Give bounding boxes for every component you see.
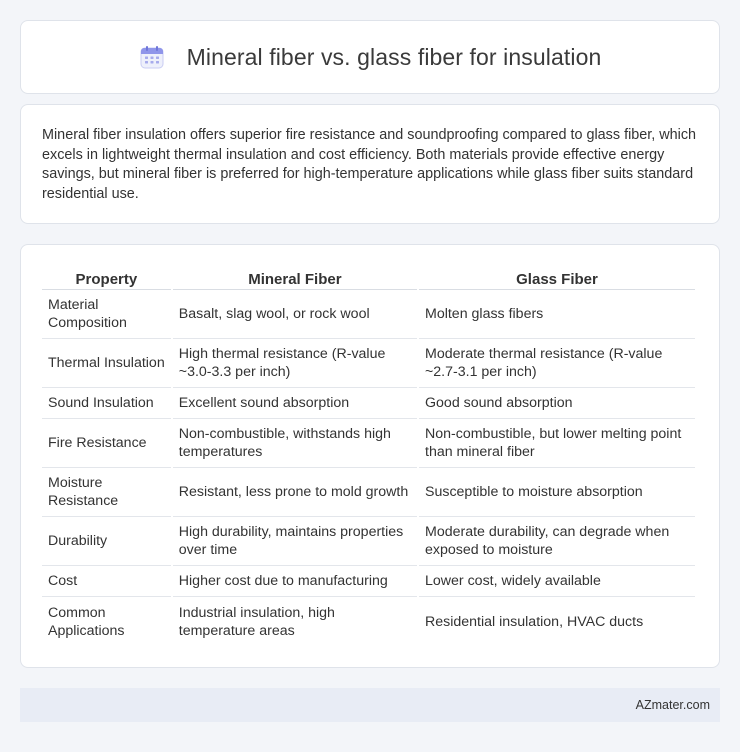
glass-fiber-cell: Lower cost, widely available <box>419 566 695 597</box>
table-row <box>42 290 695 339</box>
mineral-fiber-cell: Higher cost due to manufacturing <box>173 566 417 597</box>
summary-card <box>20 104 720 224</box>
property-cell: Material Composition <box>42 290 171 339</box>
property-cell: Moisture Resistance <box>42 468 171 517</box>
glass-fiber-cell: Residential insulation, HVAC ducts <box>425 613 644 630</box>
footer-site-name: AZmater.com <box>635 698 710 712</box>
table-row <box>42 419 695 468</box>
table-row <box>42 339 695 388</box>
table-row <box>42 468 695 517</box>
mineral-fiber-cell: Resistant, less prone to mold growth <box>173 468 417 517</box>
property-cell: Common Applications <box>48 604 125 639</box>
table-header-row <box>42 266 695 290</box>
mineral-fiber-cell: High thermal resistance (R-value ~3.0-3.3 per inch) <box>173 339 417 388</box>
table-row <box>42 597 695 646</box>
property-cell: Sound Insulation <box>42 388 171 419</box>
comparison-table <box>40 266 697 646</box>
property-cell: Thermal Insulation <box>42 339 171 388</box>
column-header-glass-fiber: Glass Fiber <box>419 266 695 290</box>
title-wrap <box>139 44 602 71</box>
mineral-fiber-cell: Non-combustible, withstands high temperatures <box>173 419 417 468</box>
mineral-fiber-cell: Industrial insulation, high temperature areas <box>178 604 335 639</box>
property-cell: Cost <box>42 566 171 597</box>
page-title: Mineral fiber vs. glass fiber for insulation <box>186 43 602 70</box>
glass-fiber-cell: Molten glass fibers <box>419 290 695 339</box>
property-cell: Fire Resistance <box>42 419 171 468</box>
mineral-fiber-cell: Basalt, slag wool, or rock wool <box>173 290 417 339</box>
glass-fiber-cell: Good sound absorption <box>419 388 695 419</box>
table-row <box>42 388 695 419</box>
table-row <box>42 566 695 597</box>
glass-fiber-cell: Susceptible to moisture absorption <box>419 468 695 517</box>
mineral-fiber-cell: Excellent sound absorption <box>173 388 417 419</box>
glass-fiber-cell: Non-combustible, but lower melting point than mineral fiber <box>419 419 695 468</box>
glass-fiber-cell: Moderate durability, can degrade when exposed to moisture <box>419 517 695 566</box>
column-header-mineral-fiber: Mineral Fiber <box>173 266 417 290</box>
property-cell: Durability <box>42 517 171 566</box>
calendar-icon <box>139 44 165 70</box>
mineral-fiber-cell: High durability, maintains properties over time <box>173 517 417 566</box>
footer <box>20 688 720 722</box>
comparison-table-card <box>20 244 720 668</box>
table-row <box>42 517 695 566</box>
title-card <box>20 20 720 94</box>
column-header-property: Property <box>42 266 171 290</box>
summary-text: Mineral fiber insulation offers superior fire resistance and soundproofing compared to glass fiber, which excels in lightweight thermal insulation and cost efficiency. Both materials provide effective energy savings, but mineral fiber is preferred for high-temperature applications while glass fiber suits standard residential use. <box>42 127 697 202</box>
glass-fiber-cell: Moderate thermal resistance (R-value ~2.7-3.1 per inch) <box>419 339 695 388</box>
